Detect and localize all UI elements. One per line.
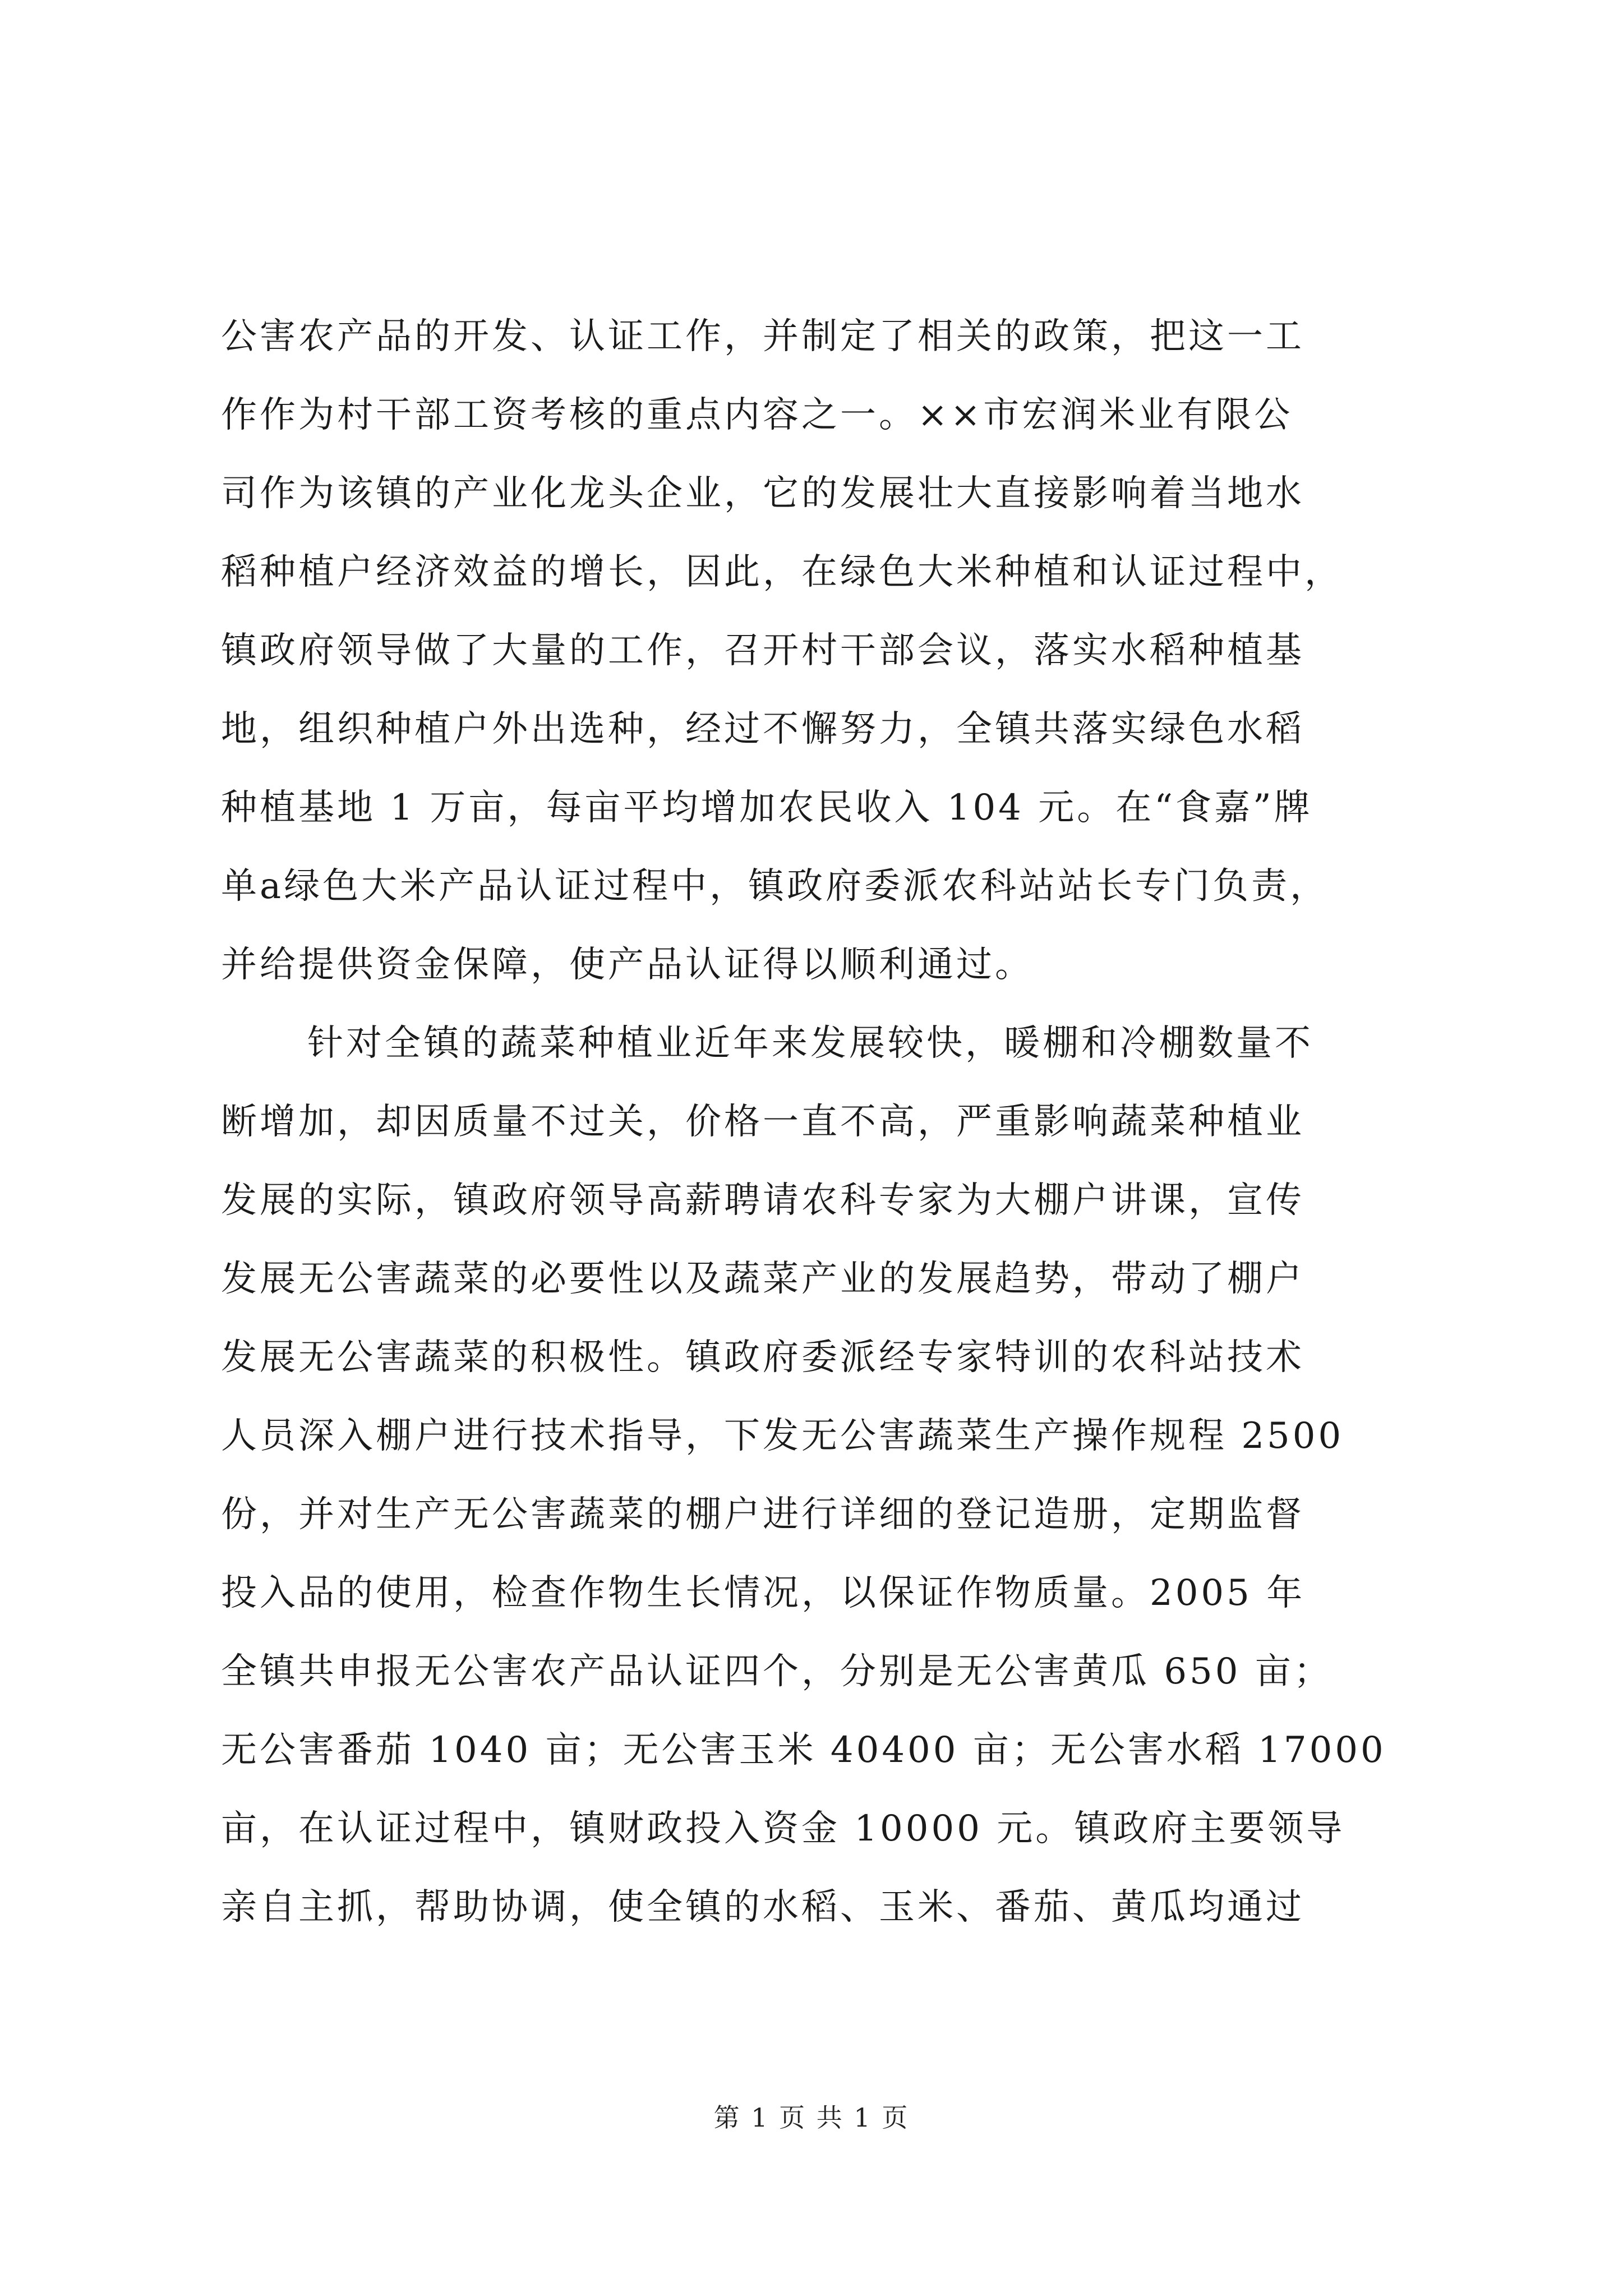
text-line: 份，并对生产无公害蔬菜的棚户进行详细的登记造册，定期监督	[221, 1494, 1304, 1535]
text-line: 全镇共申报无公害农产品认证四个，分别是无公害黄瓜 650 亩；	[221, 1651, 1332, 1692]
text-line: 无公害番茄 1040 亩；无公害玉米 40400 亩；无公害水稻 17000	[221, 1729, 1386, 1771]
text-line: 作作为村干部工资考核的重点内容之一。××市宏润米业有限公	[221, 394, 1293, 436]
text-line: 亩，在认证过程中，镇财政投入资金 10000 元。镇政府主要领导	[221, 1808, 1345, 1849]
text-line: 地，组织种植户外出选种，经过不懈努力，全镇共落实绿色水稻	[221, 708, 1304, 750]
text-line-indented: 针对全镇的蔬菜种植业近年来发展较快，暖棚和冷棚数量不	[307, 1023, 1313, 1064]
text-line: 司作为该镇的产业化龙头企业，它的发展壮大直接影响着当地水	[221, 473, 1304, 514]
text-line: 公害农产品的开发、认证工作，并制定了相关的政策，把这一工	[221, 316, 1304, 357]
text-line: 发展的实际，镇政府领导高薪聘请农科专家为大棚户讲课，宣传	[221, 1180, 1304, 1221]
text-line: 发展无公害蔬菜的积极性。镇政府委派经专家特训的农科站技术	[221, 1337, 1304, 1378]
body-text	[221, 297, 1427, 1947]
text-line: 人员深入棚户进行技术指导，下发无公害蔬菜生产操作规程 2500	[221, 1415, 1344, 1457]
text-line: 亲自主抓，帮助协调，使全镇的水稻、玉米、番茄、黄瓜均通过	[221, 1887, 1304, 1928]
paragraph-2	[221, 1004, 1427, 1947]
text-line: 单a绿色大米产品认证过程中，镇政府委派农科站站长专门负责，	[221, 866, 1329, 907]
page-number-label: 第 1 页 共 1 页	[713, 2102, 910, 2133]
text-line: 稻种植户经济效益的增长，因此，在绿色大米种植和认证过程中，	[221, 551, 1343, 593]
text-line: 发展无公害蔬菜的必要性以及蔬菜产业的发展趋势，带动了棚户	[221, 1258, 1304, 1300]
text-line: 镇政府领导做了大量的工作，召开村干部会议，落实水稻种植基	[221, 630, 1304, 671]
text-line: 断增加，却因质量不过关，价格一直不高，严重影响蔬菜种植业	[221, 1101, 1304, 1143]
paragraph-1	[221, 297, 1427, 1004]
text-line: 并给提供资金保障，使产品认证得以顺利通过。	[221, 944, 1034, 986]
page-footer	[0, 2101, 1623, 2134]
text-line: 种植基地 1 万亩，每亩平均增加农民收入 104 元。在“食嘉”牌	[221, 787, 1313, 829]
text-line: 投入品的使用，检查作物生长情况，以保证作物质量。2005 年	[221, 1572, 1306, 1614]
